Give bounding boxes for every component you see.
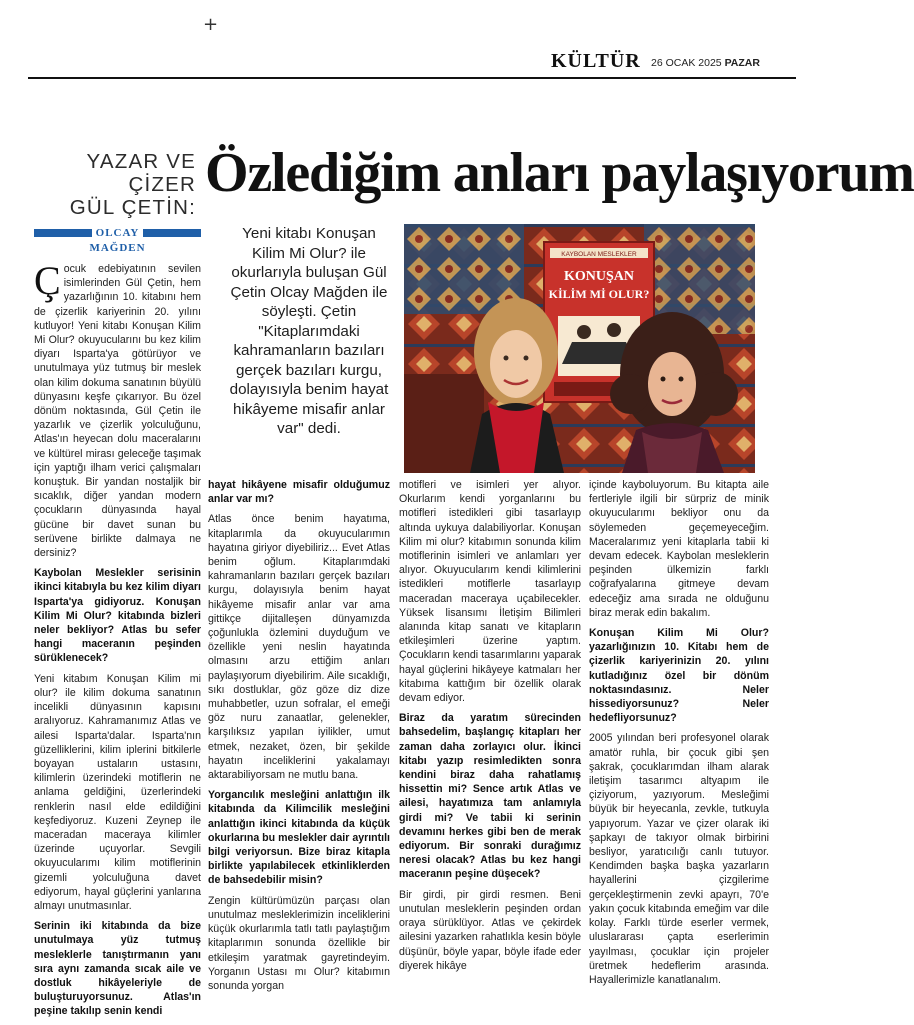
issue-date — [651, 57, 760, 69]
text-column-4 — [589, 478, 769, 993]
text-column-2 — [208, 478, 390, 999]
answer-4-continued: içinde kayboluyorum. Bu kitapta aile fertleriyle ilgili bir sürpriz de minik okuyucularımı bekliyor onu da söylemeden geçemeyeceğim. Maceralarımız yeni kitaplarla tabii ki devam edecek. Kaybolan mesleklerin peşinden ülkemizin farklı coğrafyalarına gitmeye devam edeceğiz ama sırada ne olduğunu biraz merak edin bakalım. — [589, 479, 769, 619]
byline-first-name: OLCAY — [92, 227, 144, 239]
answer-3-continued: motifleri ve isimleri yer alıyor. Okurlarım kendi yorganlarını bu motifleri istedikleri gibi tasarlayıp altında uykuya dalabiliyorlar. Konuşan Kilim mi olur? kitabımın sonunda kilim motiflerinin isimleri ve anlamları yer alıyor. Okuyucularım kendi kilimlerini istedikleri motiflerle tasarlayıp maceradan maceraya uçabilecekler. Yüksek lisansımı İletişim Bilimleri alanında kitap sanatı ve kitapların etkileşimleri üzerine yaptım. Çocukların kendi tasarımlarını yaparak hayal güçlerini hikâyeye katmaları her kitabıma kattığım bir özellik olarak devam ediyor. — [399, 479, 581, 705]
crop-mark: + — [203, 14, 219, 35]
article-deck: Yeni kitabı Konuşan Kilim Mi Olur? ile okurlarıyla buluşan Gül Çetin Olcay Mağden ile söyleşti. Çetin "Kitaplarımdaki kahramanların bazıları gerçek bazıları kurgu, dolayısıyla benim hayat hikâyeme misafir anlar var" dedi. — [229, 225, 389, 437]
author-photo-image — [404, 224, 755, 473]
answer-5: 2005 yılından beri profesyonel olarak amatör ruhla, bir çocuk gibi şen şakrak, çocuklarımdan ilham alarak iletişim tasarımcı altyapım ile çiziyorum, yazıyorum. Mesleğimi büyük bir heyecanla, zevkle, tutkuyla yapıyorum. Yazar ve çizer olarak iki şapkayı de takıyor olmak birbirini besliyor, yaratıcılığı canlı tutuyor. Kendimden başka başka yazarların hayallerini çizgilerime gerçekleştirmenin zevki apayrı, 70'e yakın çocuk kitabında emeğim var dile kolay. Farklı türde eserler vermek, uluslararası çapta eserlerimin yayılması, çocuklar için projeler üretmek hedeflerim arasında. Hayallerimizle kanatlanalım. — [589, 732, 769, 986]
question-3: Yorgancılık mesleğini anlattığın ilk kitabında da Kilimcilik mesleğini anlattığın ikinci kitabında da küçük okurlarına bu meslekler dair ayrıntılı bilgi veriyorsun. Bize biraz kitapla birlikte yapılabilecek etkinliklerden de bahsedebilir misin? — [208, 789, 390, 887]
answer-2: Atlas önce benim hayatıma, kitaplarımla da okuyucularımın hayatına giriyor diyebiliriz... Evet Atlas benim oğlum. Kitaplarımdaki kahramanların bazıları gerçek bazıları kurgu, dolayısıyla benim hayat hikâyeme misafir anlar var ama gittikçe dijitalleşen dünyamızda çoğunlukla özlemini duyduğum ve özellikle yeni neslin hayatında olmasını arzu ettiğim anları paylaşıyorum diyebilirim. Aile sıcaklığı, sıkı dostluklar, göz göze diz dize muhabbetler, uzun sofralar, el emeği göz nuru zanaatlar, gelenekler, karşılıksız yapılan iyilikler, umut etmek, nezaket, özen, bir şekilde hayatın inceliklerini yakalamayı aktarabiliyorsam ne mutlu bana. — [208, 513, 390, 782]
article-headline: Özlediğim anları paylaşıyorum — [205, 142, 914, 204]
masthead-rule — [28, 77, 796, 79]
byline — [34, 227, 201, 254]
masthead — [0, 44, 796, 82]
byline-last-name: MAĞDEN — [34, 242, 201, 254]
book-title-line2: KİLİM Mİ OLUR? — [548, 287, 650, 301]
text-column-1 — [34, 258, 201, 1025]
answer-1: Yeni kitabım Konuşan Kilim mi olur? ile kilim dokuma sanatının incelikli dünyasının kapısını aralıyoruz. Kahramanımız Atlas ve ailesi Isparta'dalar. Isparta'nın güzelliklerini, kilim iplerini bitkilerle boyayan ustaların ustasını, kilimlerin üzerindeki motiflerin ne anlama geldiğini, üzerlerindeki renklerin nasıl elde edildiğini keşfediyoruz. Kuzeni Zeynep ile maceradan maceraya kilimler üzerinde uçuyorlar. Sevgili okuyucularımı kilim motiflerinin gizemli yolculuğuna davet ediyorum, hayal güçlerini yanlarına almayı unutmasınlar. — [34, 672, 201, 912]
question-5: Konuşan Kilim Mi Olur? yazarlığınızın 10. Kitabı hem de çizerlik kariyerinizin 20. yılını kutladığınız özel bir dönüm noktasındasınız. Neler hissediyorsunuz? Neler hedefliyorsunuz? — [589, 627, 769, 725]
kicker-line-1: YAZAR VE ÇİZER — [86, 150, 196, 196]
text-column-3 — [399, 478, 581, 979]
section-name: KÜLTÜR — [551, 50, 641, 72]
kicker-line-2: GÜL ÇETİN: — [69, 196, 196, 219]
issue-date-text: 26 OCAK 2025 — [651, 57, 722, 69]
author-photo — [404, 224, 755, 473]
book-title-line1: KONUŞAN — [563, 269, 635, 284]
question-4: Biraz da yaratım sürecinden bahsedelim, başlangıç kitapları her zaman daha zorlayıcı olur. İkinci kitabı yazıp resimledikten sonra kendini biraz daha rahatlamış hissettin mi? Sence artık Atlas ve ailesi, hayatımıza tam anlamıyla girdi mi? Ve tabii ki serinin devamını herkes gibi ben de merak ediyorum. Bir sonraki durağımız neresi olacak? Atlas bu kez hangi maceranın peşine düşecek? — [399, 712, 581, 881]
answer-3: Zengin kültürümüzün parçası olan unutulmaz mesleklerimizin inceliklerini küçük okurlarımla tatlı tatlı paylaştığım kitaplarımın sonunda özellikle bir etkileşim yaratmak gayretindeyim. Yorganın Ustası mı Olur? kitabımın sonunda yorgan — [208, 894, 390, 992]
question-1: Kaybolan Meslekler serisinin ikinci kitabıyla bu kez kilim diyarı Isparta'ya gidiyoruz. Konuşan Kilim Mi Olur? kitabında bizleri neler bekliyor? Atlas bu sefer hangi maceranın peşinden sürüklenecek? — [34, 567, 201, 665]
dropcap: Ç — [34, 258, 61, 303]
book-series-label: KAYBOLAN MESLEKLER — [561, 251, 637, 258]
question-2: Serinin iki kitabında da bize unutulmaya yüz tutmuş mesleklerle tanıştırmanın yanı sıra aynı zamanda sıcak aile ve dostluk hikâyeleriyle de buluşturuyorsunuz. Atlas'ın peşine takılıp senin kendi — [34, 920, 201, 1018]
article-kicker — [20, 150, 196, 219]
intro-paragraph: ocuk edebiyatının sevilen isimlerinden Gül Çetin, hem yazarlığının 10. kitabını hem de çizerlik kariyerinin 20. yılını kutluyor! Yeni kitabı Konuşan Kilim Mi Olur? okuyucularını bu kez kilim diyarı Isparta'ya götürüyor ve unutulmaya yüz tutmuş bir meslek olan kilim dokuma sanatının büyülü dünyasını keşfe çıkarıyor. Bu özel dönüm noktasında, Gül Çetin ile yazarlık ve çizerlik yolculuğunu, Atlas'ın heyecan dolu maceralarını ve kültürel mirası geleceğe taşımak için yaptığı ilham verici çalışmaları konuştuk. Bir yandan nostaljik bir sıcaklık, diğer yandan modern çocukların dünyasında hayal gücüne bir davet sunan bu serüvene birlikte dalmaya ne dersiniz? — [34, 263, 201, 560]
question-2-continued: hayat hikâyene misafir olduğumuz anlar var mı? — [208, 479, 390, 506]
issue-day: PAZAR — [724, 57, 760, 69]
answer-4: Bir girdi, pir girdi resmen. Beni unutulan mesleklerin peşinden ordan oraya sürüklüyor. Atlas ve çekirdek ailesini yazarken rahatlıkla kesin böyle düşünür, böyle yapar, böyle ifade eder diyerek hikâye — [399, 888, 581, 972]
